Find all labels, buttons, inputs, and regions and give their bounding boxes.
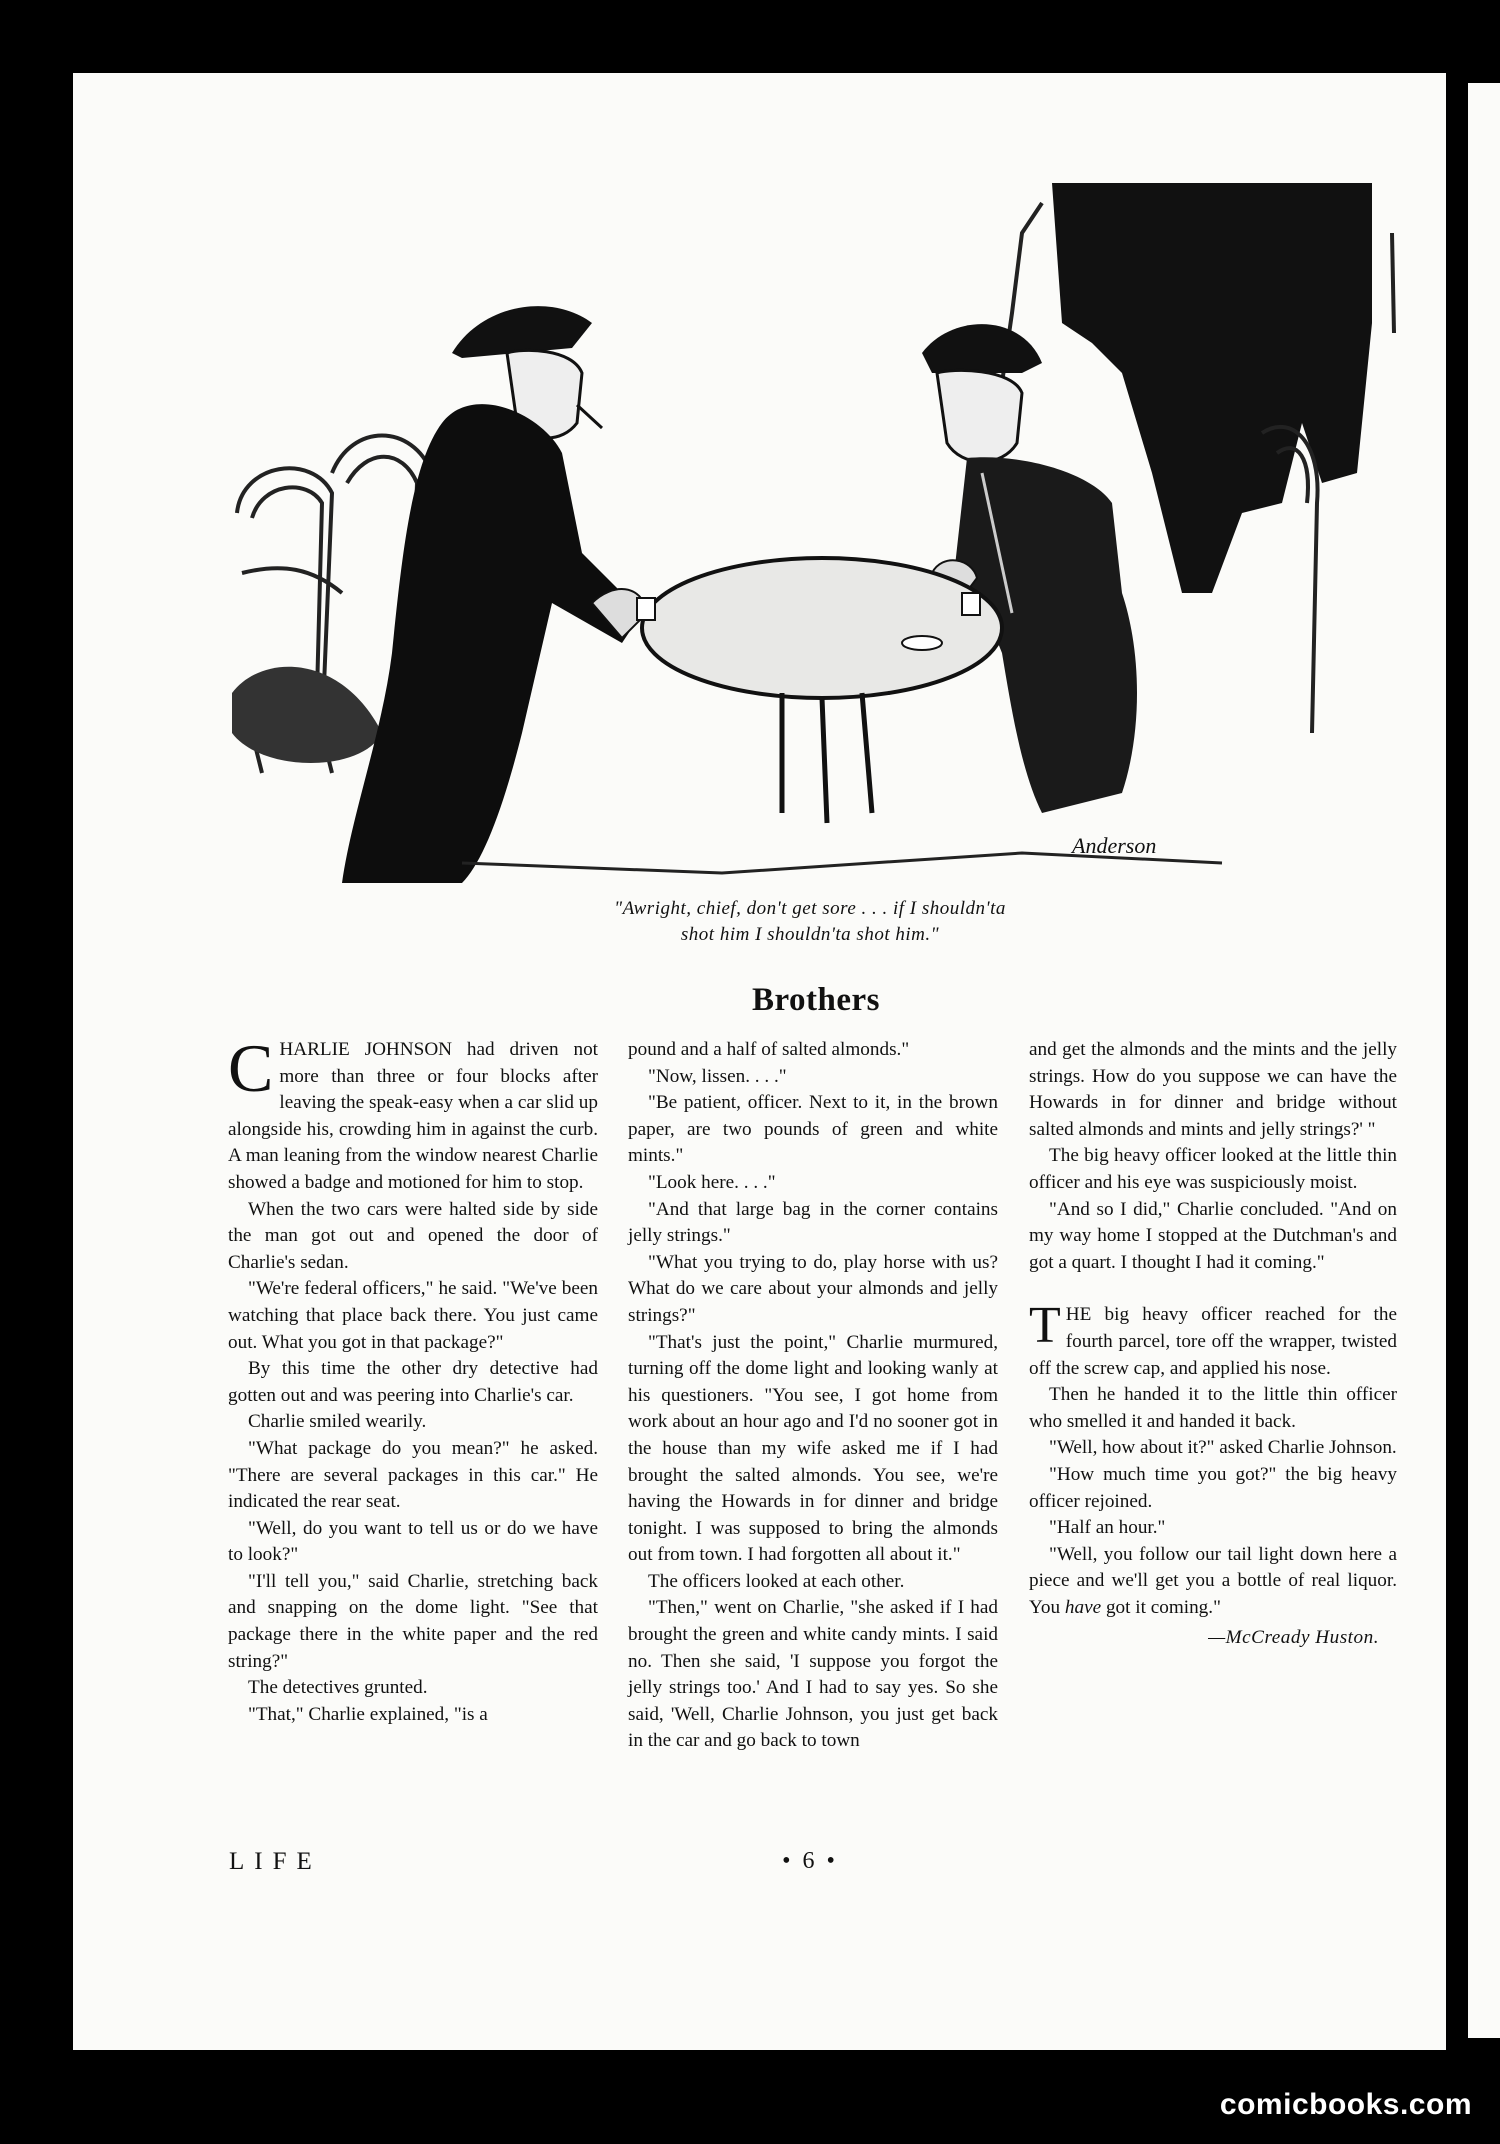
paragraph: "Be patient, officer. Next to it, in the brown paper, are two pounds of green and white mints." <box>628 1092 998 1167</box>
paragraph: and get the almonds and the mints and the jelly strings. How do you suppose we can have the Howards in for dinner and bridge without salted almonds and mints and jelly strings?' " <box>1029 1039 1397 1140</box>
paragraph: Charlie smiled wearily. <box>248 1411 427 1433</box>
section-break <box>1029 1276 1397 1302</box>
paragraph: By this time the other dry detective had gotten out and was peering into Charlie's car. <box>228 1358 598 1406</box>
next-page-edge <box>1468 83 1500 2038</box>
artist-signature: Anderson <box>1072 833 1157 858</box>
paragraph: "Look here. . . ." <box>648 1171 776 1193</box>
paragraph: "Then," went on Charlie, "she asked if I had brought the green and white candy mints. I said no. Then she said, 'I suppose you forgot the jelly strings too.' And I had to say yes. So she said, 'Well, Charlie Johnson, you just get back in the car and go back to town <box>628 1597 998 1752</box>
paragraph: THE big heavy officer reached for the fourth parcel, tore off the wrapper, twisted off the screw cap, and applied his nose. <box>1029 1297 1397 1379</box>
magazine-name: LIFE <box>229 1848 322 1875</box>
paragraph: CHARLIE JOHNSON had driven not more than three or four blocks after leaving the speak-easy when a car slid up alongside his, crowding him in against the curb. A man leaning from the window nearest Charlie showed a badge and motioned for him to stop. <box>228 1030 598 1193</box>
paragraph: When the two cars were halted side by side the man got out and opened the door of Charlie's sedan. <box>228 1198 598 1273</box>
paragraph: The officers looked at each other. <box>648 1570 905 1592</box>
caption-line: "Awright, chief, don't get sore . . . if I shouldn'ta <box>614 898 1006 919</box>
paragraph: Then he handed it to the little thin officer who smelled it and handed it back. <box>1029 1384 1397 1432</box>
paragraph: "How much time you got?" the big heavy officer rejoined. <box>1029 1463 1397 1512</box>
illustration-caption <box>380 896 1240 948</box>
article-column-2 <box>628 1037 998 1755</box>
article-column-1 <box>228 1030 598 1728</box>
paragraph: "And so I did," Charlie concluded. "And on my way home I stopped at the Dutchman's and got a quart. I thought I had it coming." <box>1029 1198 1397 1273</box>
paragraph: The big heavy officer looked at the little thin officer and his eye was suspiciously moist. <box>1029 1145 1397 1193</box>
paragraph: "I'll tell you," said Charlie, stretching back and snapping on the dome light. "See that package there in the white paper and the red string?" <box>228 1570 598 1672</box>
paragraph: "That," Charlie explained, "is a <box>248 1703 488 1725</box>
paragraph: "What package do you mean?" he asked. "There are several packages in this car." He indicated the rear seat. <box>228 1437 598 1513</box>
article-column-3 <box>1029 1037 1397 1652</box>
article-title: Brothers <box>751 982 881 1018</box>
paragraph: pound and a half of salted almonds." <box>628 1039 910 1060</box>
paragraph: "That's just the point," Charlie murmured, turning off the dome light and looking wanly at his questioners. "You see, I got home from work about an hour ago and I'd no sooner got in the house than my wife asked me if I had brought the salted almonds. You see, we're having the Howards in for dinner and bridge tonight. I was supposed to bring the almonds out from town. I had forgotten all about it." <box>628 1331 998 1566</box>
site-watermark: comicbooks.com <box>1219 2088 1472 2121</box>
round-table <box>637 558 1002 823</box>
paragraph: "And that large bag in the corner contains jelly strings." <box>628 1198 998 1247</box>
paragraph: "Half an hour." <box>1049 1517 1166 1539</box>
paragraph: "Well, how about it?" asked Charlie Johnson. <box>1049 1437 1397 1459</box>
drop-cap: T <box>1029 1297 1061 1355</box>
paragraph: "What you trying to do, play horse with us? What do we care about your almonds and jelly strings?" <box>628 1251 998 1326</box>
man-right-leaning <box>922 324 1137 813</box>
caption-line: shot him I shouldn'ta shot him." <box>680 924 940 945</box>
man-left-with-cigarette <box>342 306 647 883</box>
paragraph: "We're federal officers," he said. "We've been watching that place back there. You just came out. What you got in that package?" <box>228 1278 598 1353</box>
illustration-two-men-at-table <box>222 173 1402 888</box>
drop-cap: C <box>228 1030 274 1106</box>
paragraph: "Well, you follow our tail light down here a piece and we'll get you a bottle of real liquor. You have got it coming." <box>1029 1543 1397 1618</box>
paragraph: The detectives grunted. <box>248 1677 428 1699</box>
paragraph: "Well, do you want to tell us or do we have to look?" <box>228 1517 598 1566</box>
author-signature: —McCready Huston. <box>1208 1627 1379 1649</box>
page-number: • 6 • <box>782 1848 838 1874</box>
paragraph: "Now, lissen. . . ." <box>648 1065 787 1087</box>
